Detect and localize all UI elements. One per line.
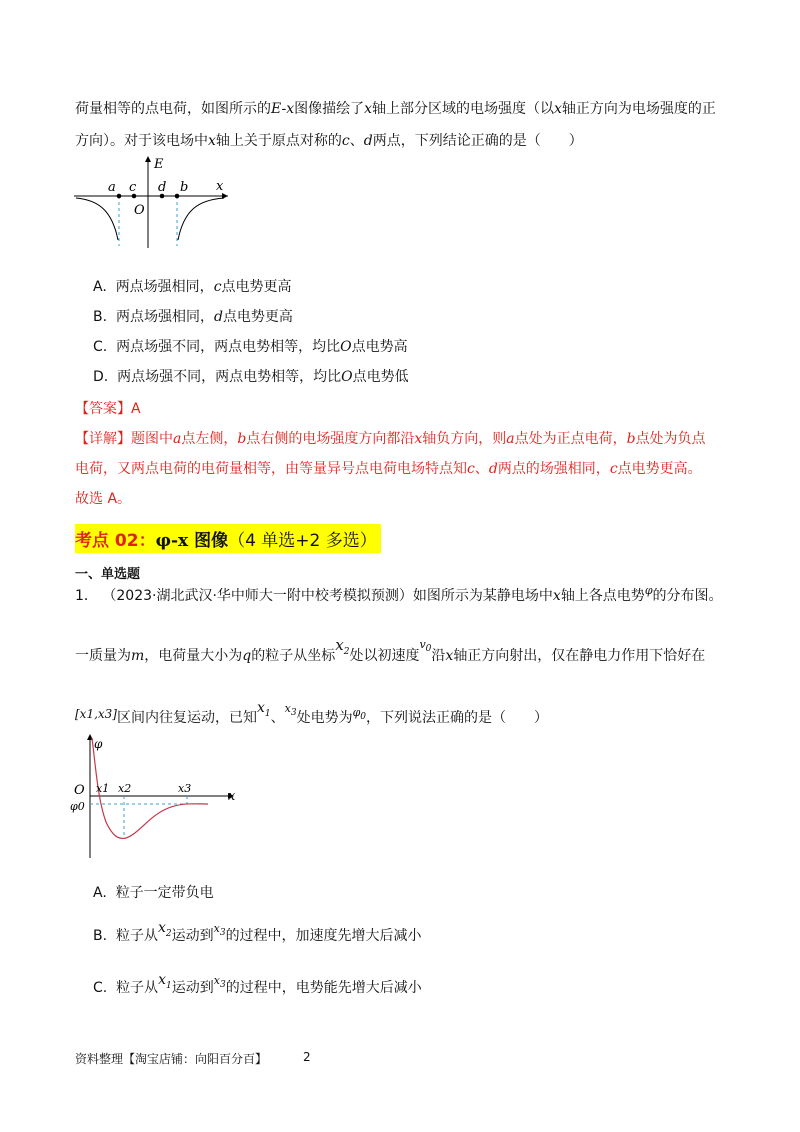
label-a: a	[108, 180, 116, 195]
q2-stem-line3: [x1,x3]区间内往复运动，已知$x_1$、$^{x_3}$处电势为$^{\varphi_0}$，下列说法正确的是（ ）	[75, 700, 549, 726]
q1-stem-line1: 荷量相等的点电荷，如图所示的E-x图像描绘了x轴上部分区域的电场强度（以x轴正方向为电场强度的正	[75, 101, 716, 117]
phi0-label: φ0	[70, 800, 85, 813]
point-a-dot	[117, 194, 122, 199]
phi-x-graph	[68, 730, 248, 862]
label-b: b	[180, 180, 189, 195]
y-axis-arrow	[145, 156, 151, 162]
label-d: d	[158, 180, 167, 195]
q2-option-a[interactable]: A. 粒子一定带负电	[93, 885, 214, 901]
right-curve	[178, 198, 224, 240]
page-number: 2	[303, 1050, 311, 1064]
origin-label: O	[74, 783, 85, 798]
axis-label-x: x	[216, 179, 224, 194]
tick-x3: x3	[178, 782, 192, 795]
q1-answer: 【答案】A	[75, 401, 141, 417]
q1-detail-line1: 【详解】题图中a点左侧，b点右侧的电场强度方向都沿x轴负方向，则a点处为正点电荷，b点处为负点	[75, 431, 706, 447]
e-x-graph	[72, 152, 232, 254]
subsection-heading: 一、单选题	[75, 567, 141, 582]
axis-label-e: E	[154, 157, 164, 172]
left-curve	[76, 198, 118, 240]
q2-stem-line1: 1． （2023·湖北武汉·华中师大一附中校考模拟预测）如图所示为某静电场中x轴上各点电势$^\varphi$的分布图。	[75, 584, 723, 604]
q1-option-d[interactable]: D. 两点场强不同，两点电势相等，均比O点电势低	[93, 369, 409, 385]
q1-option-c[interactable]: C. 两点场强不同，两点电势相等，均比O点电势高	[93, 339, 408, 355]
section-heading: 考点 02：φ-x 图像（4 单选+2 多选）	[75, 524, 381, 553]
q2-stem-line2: 一质量为m，电荷量大小为q的粒子从坐标$x_2$处以初速度$^{v_0}$沿x轴正方向射出，仅在静电力作用下恰好在	[75, 636, 706, 664]
q1-option-a[interactable]: A. 两点场强相同，c点电势更高	[93, 279, 292, 295]
axis-label-phi: φ	[94, 737, 103, 751]
q1-option-b[interactable]: B. 两点场强相同，d点电势更高	[93, 309, 293, 325]
tick-x2: x2	[118, 782, 132, 795]
q2-option-b[interactable]: B. 粒子从$x_2$运动到$^{x_3}$的过程中，加速度先增大后减小	[93, 920, 422, 944]
q1-stem-line2: 方向）。对于该电场中x轴上关于原点对称的c、d两点，下列结论正确的是（ ）	[75, 133, 583, 149]
footer-text: 资料整理【淘宝店铺：向阳百分百】	[75, 1052, 268, 1066]
point-b-dot	[175, 194, 180, 199]
origin-label: O	[134, 203, 145, 218]
q1-detail-line2: 电荷，又两点电荷的电荷量相等，由等量异号点电荷电场特点知c、d两点的场强相同，c点电势更高。	[75, 461, 702, 477]
tick-x1: x1	[96, 782, 110, 795]
axis-label-x: x	[228, 789, 236, 804]
q1-detail-line3: 故选 A。	[75, 491, 132, 507]
q2-option-c[interactable]: C. 粒子从$x_1$运动到$^{x_3}$的过程中，电势能先增大后减小	[93, 972, 422, 996]
label-c: c	[129, 180, 137, 195]
